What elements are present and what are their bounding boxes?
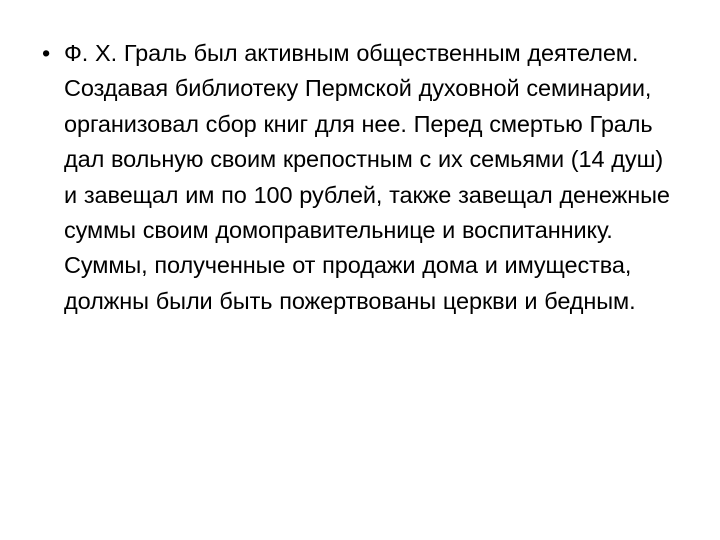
list-item: • Ф. Х. Граль был активным общественным деятелем. Создавая библиотеку Пермской духовной семинарии, организовал сбор книг для нее. Перед смертью Граль дал вольную своим крепостным с их семьями (14 душ) и завещал им по 100 рублей, также завещал денежные суммы своим домоправительнице и воспитаннику. Суммы, полученные от продажи дома и имущества, должны были быть пожертвованы церкви и бедным. (64, 36, 672, 319)
bullet-list (22, 36, 672, 319)
slide-content-block (22, 36, 672, 319)
